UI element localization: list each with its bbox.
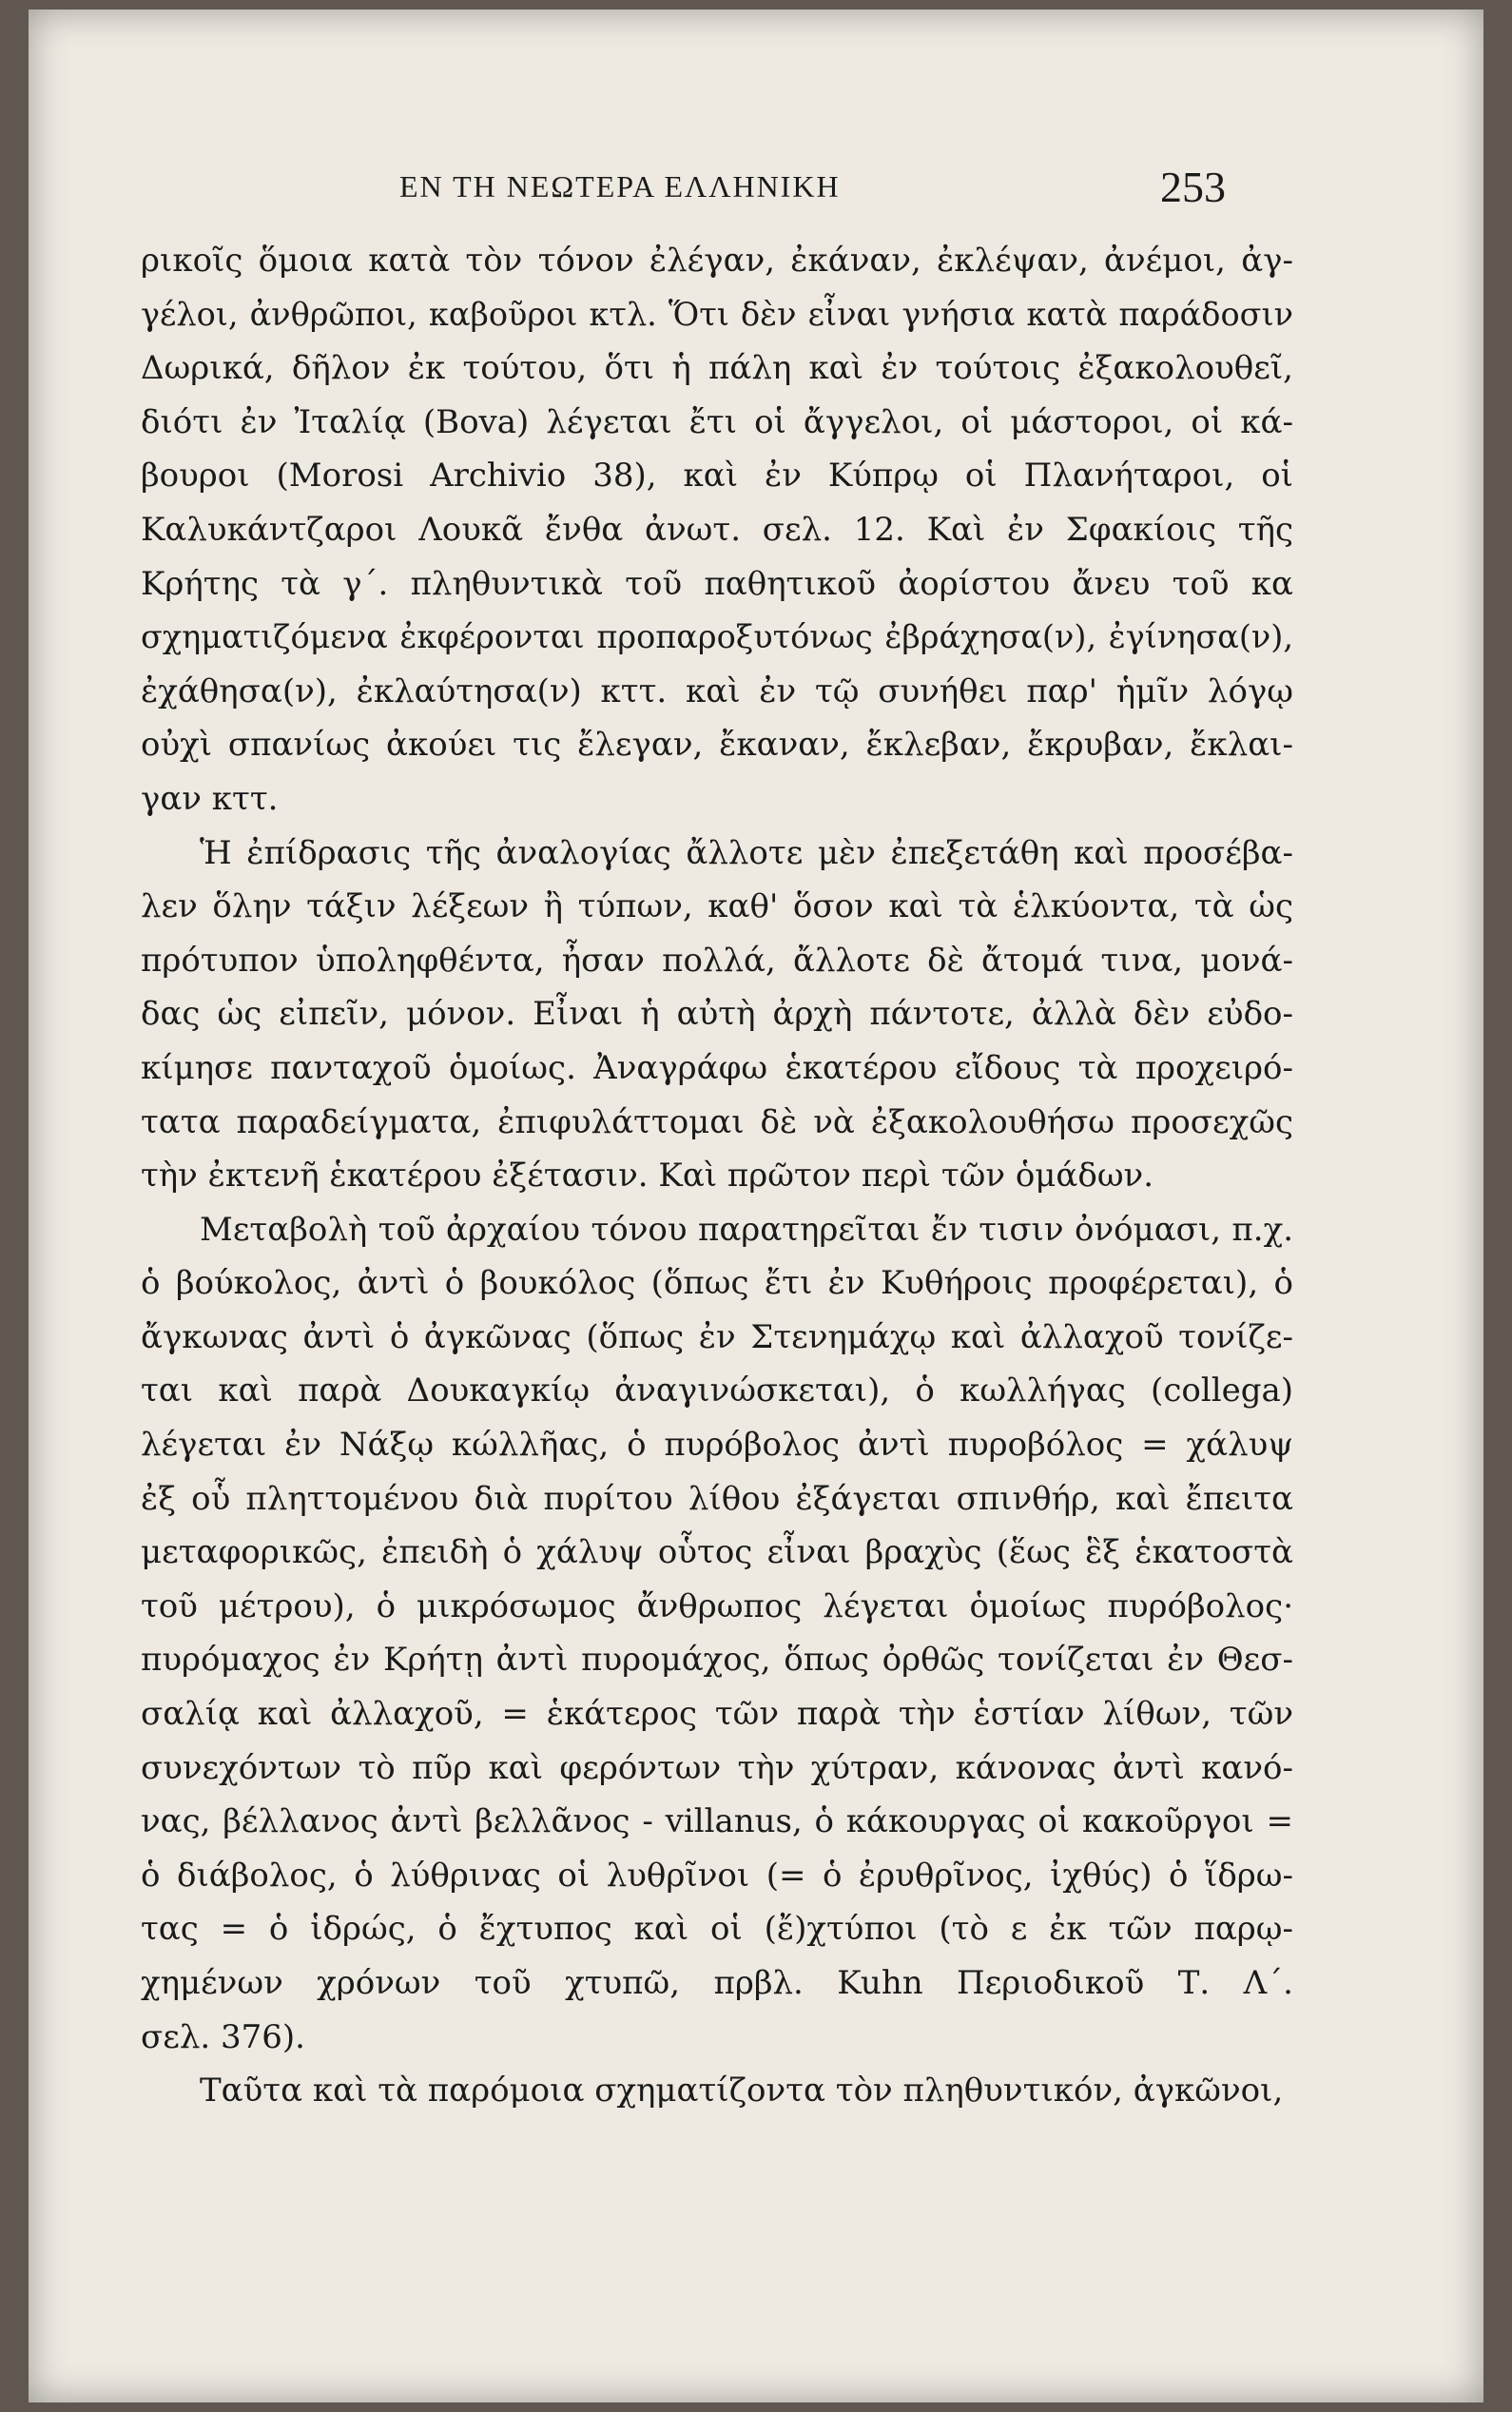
text-line: τατα παραδείγματα, ἐπιφυλάττομαι δὲ νὰ ἐξακολουθήσω προσεχῶς bbox=[141, 1102, 1293, 1141]
text-line: τὴν ἐκτενῆ ἑκατέρου ἐξέτασιν. Καὶ πρῶτον περὶ τῶν ὁμάδων. bbox=[141, 1157, 1154, 1196]
text-line: ἐξ οὗ πληττομένου διὰ πυρίτου λίθου ἐξάγεται σπινθήρ, καὶ ἔπειτα bbox=[141, 1479, 1293, 1518]
text-line: ἄγκωνας ἀντὶ ὁ ἀγκῶνας (ὅπως ἐν Στενημάχῳ καὶ ἀλλαχοῦ τονίζε- bbox=[141, 1317, 1293, 1356]
text-line: ἐχάθησα(ν), ἐκλαύτησα(ν) κττ. καὶ ἐν τῷ συνήθει παρ' ἡμῖν λόγῳ bbox=[141, 671, 1293, 710]
text-line: τοῦ μέτρου), ὁ μικρόσωμος ἄνθρωπος λέγεται ὁμοίως πυρόβολος· bbox=[141, 1586, 1293, 1625]
text-line: Κρήτης τὰ γ΄. πληθυντικὰ τοῦ παθητικοῦ ἀορίστου ἄνευ τοῦ κα bbox=[141, 564, 1293, 603]
text-line: χημένων χρόνων τοῦ χτυπῶ, πρβλ. Kuhn Περιοδικοῦ Τ. Λ΄. bbox=[141, 1964, 1293, 2002]
body-text bbox=[141, 234, 1293, 2118]
text-line: κίμησε πανταχοῦ ὁμοίως. Ἀναγράφω ἑκατέρου εἴδους τὰ προχειρό- bbox=[141, 1048, 1293, 1087]
text-line: λέγεται ἐν Νάξῳ κώλλῆας, ὁ πυρόβολος ἀντὶ πυροβόλος = χάλυψ bbox=[141, 1426, 1293, 1465]
text-line: γέλοι, ἀνθρῶποι, καβοῦροι κτλ. Ὅτι δὲν εἶναι γνήσια κατὰ παράδοσιν bbox=[141, 295, 1293, 333]
text-line: ται καὶ παρὰ Δουκαγκίῳ ἀναγινώσκεται), ὁ κωλλήγας (collega) bbox=[141, 1371, 1293, 1410]
text-line: ρικοῖς ὅμοια κατὰ τὸν τόνον ἐλέγαν, ἐκάναν, ἐκλέψαν, ἀνέμοι, ἀγ- bbox=[141, 242, 1293, 280]
text-line: συνεχόντων τὸ πῦρ καὶ φερόντων τὴν χύτραν, κάνονας ἀντὶ κανό- bbox=[141, 1748, 1293, 1787]
text-line: ὁ διάβολος, ὁ λύθρινας οἱ λυθρῖνοι (= ὁ ἐρυθρῖνος, ἰχθύς) ὁ ἵδρω- bbox=[141, 1856, 1293, 1895]
text-line: δας ὡς εἰπεῖν, μόνον. Εἶναι ἡ αὐτὴ ἀρχὴ πάντοτε, ἀλλὰ δὲν εὐδο- bbox=[141, 995, 1293, 1034]
text-line: σαλίᾳ καὶ ἀλλαχοῦ, = ἑκάτερος τῶν παρὰ τὴν ἑστίαν λίθων, τῶν bbox=[141, 1695, 1293, 1734]
text-line: οὐχὶ σπανίως ἀκούει τις ἔλεγαν, ἔκαναν, ἔκλεβαν, ἔκρυβαν, ἔκλαι- bbox=[141, 726, 1293, 765]
running-title: ΕΝ ΤΗ ΝΕΩΤΕΡΑ ΕΛΛΗΝΙΚΗ bbox=[399, 169, 841, 204]
text-line: Μεταβολὴ τοῦ ἀρχαίου τόνου παρατηρεῖται ἔν τισιν ὀνόμασι, π.χ. bbox=[200, 1210, 1293, 1249]
text-line: πρότυπον ὑποληφθέντα, ἦσαν πολλά, ἄλλοτε δὲ ἄτομά τινα, μονά- bbox=[141, 941, 1293, 980]
text-line: σχηματιζόμενα ἐκφέρονται προπαροξυτόνως ἐβράχησα(ν), ἐγίνησα(ν), bbox=[141, 618, 1293, 656]
text-line: Ἡ ἐπίδρασις τῆς ἀναλογίας ἄλλοτε μὲν ἐπεξετάθη καὶ προσέβα- bbox=[200, 833, 1293, 872]
text-line: βουροι (Morosi Archivio 38), καὶ ἐν Κύπρῳ οἱ Πλανήταροι, οἱ bbox=[141, 457, 1293, 496]
text-line: λεν ὅλην τάξιν λέξεων ἢ τύπων, καθ' ὅσον καὶ τὰ ἑλκύοντα, τὰ ὡς bbox=[141, 887, 1293, 926]
text-line: σελ. 376). bbox=[141, 2017, 305, 2056]
text-line: Ταῦτα καὶ τὰ παρόμοια σχηματίζοντα τὸν πληθυντικόν, ἀγκῶνοι, bbox=[200, 2072, 1284, 2110]
book-page bbox=[29, 10, 1483, 2402]
page-number: 253 bbox=[1160, 163, 1226, 211]
text-line: τας = ὁ ἱδρώς, ὁ ἔχτυπος καὶ οἱ (ἔ)χτύποι (τὸ ε ἐκ τῶν παρῳ- bbox=[141, 1910, 1293, 1949]
text-line: πυρόμαχος ἐν Κρήτῃ ἀντὶ πυρομάχος, ὅπως ὀρθῶς τονίζεται ἐν Θεσ- bbox=[141, 1641, 1293, 1680]
page-header bbox=[29, 163, 1483, 226]
text-line: Καλυκάντζαροι Λουκᾶ ἔνθα ἀνωτ. σελ. 12. Καὶ ἐν Σφακίοις τῆς bbox=[141, 510, 1293, 549]
text-line: γαν κττ. bbox=[141, 779, 279, 818]
text-line: Δωρικά, δῆλον ἐκ τούτου, ὅτι ἡ πάλη καὶ ἐν τούτοις ἐξακολουθεῖ, bbox=[141, 349, 1293, 388]
text-line: ὁ βούκολος, ἀντὶ ὁ βουκόλος (ὅπως ἔτι ἐν Κυθήροις προφέρεται), ὁ bbox=[141, 1264, 1293, 1303]
text-line: νας, βέλλανος ἀντὶ βελλᾶνος - villanus, ὁ κάκουργας οἱ κακοῦργοι = bbox=[141, 1802, 1293, 1841]
text-line: μεταφορικῶς, ἐπειδὴ ὁ χάλυψ οὗτος εἶναι βραχὺς (ἕως ἓξ ἑκατοστὰ bbox=[141, 1533, 1293, 1572]
text-line: διότι ἐν Ἰταλίᾳ (Bova) λέγεται ἔτι οἱ ἄγγελοι, οἱ μάστοροι, οἱ κά- bbox=[141, 402, 1293, 441]
